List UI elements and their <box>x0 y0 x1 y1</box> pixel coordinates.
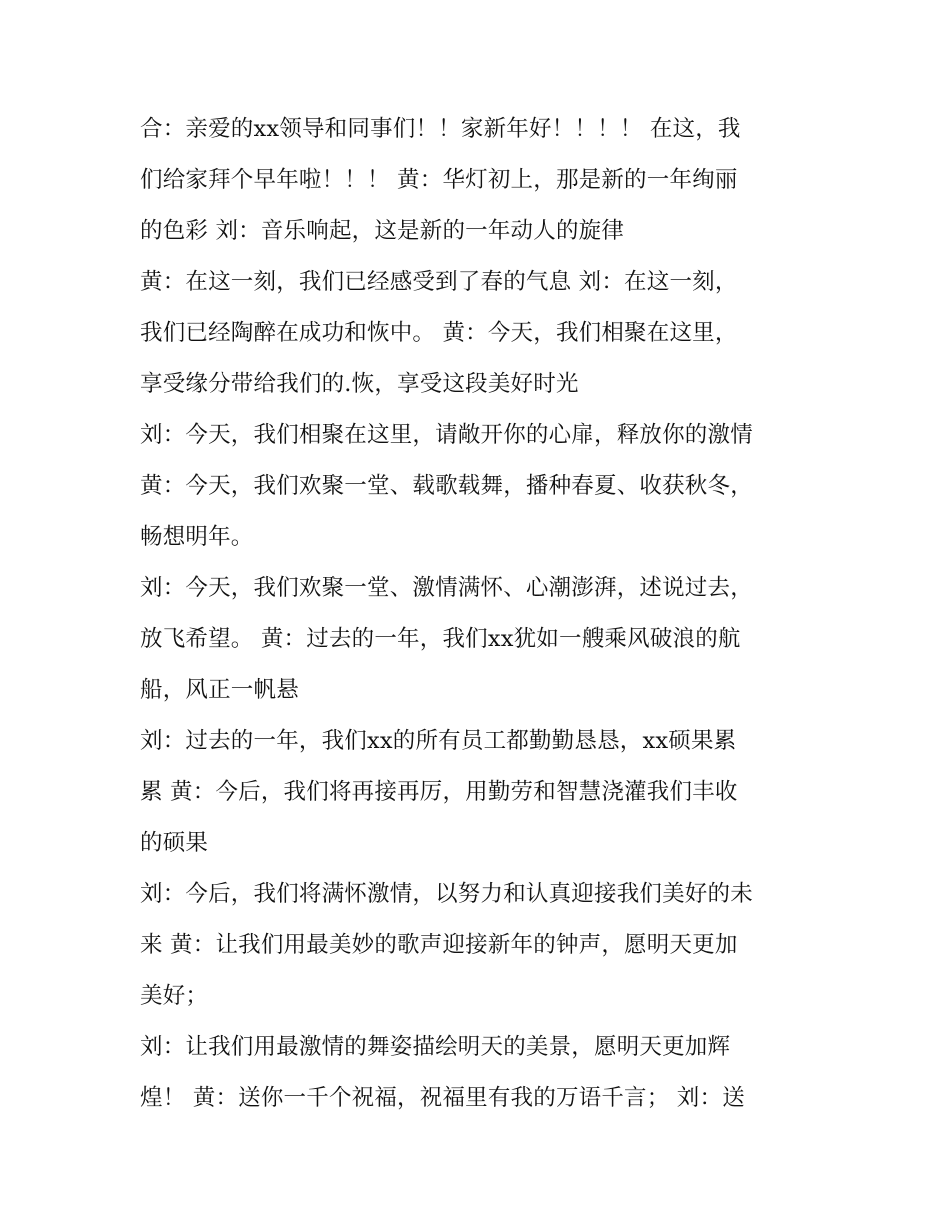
text-line: 刘：今后，我们将满怀激情，以努力和认真迎接我们美好的未 <box>140 881 753 907</box>
text-line: 我们已经陶醉在成功和恢中。 黄：今天，我们相聚在这里， <box>140 320 738 346</box>
text-line: 船，风正一帆悬 <box>140 677 299 703</box>
text-line: 美好； <box>140 983 209 1009</box>
text-line: 放飞希望。 黄：过去的一年，我们xx犹如一艘乘风破浪的航 <box>140 626 741 652</box>
text-line: 刘：过去的一年，我们xx的所有员工都勤勤恳恳，xx硕果累 <box>140 728 737 754</box>
text-line: 黄：今天，我们欢聚一堂、载歌载舞，播种春夏、收获秋冬， <box>140 473 753 499</box>
text-line: 畅想明年。 <box>140 524 254 550</box>
text-line: 们给家拜个早年啦！！！ 黄：华灯初上，那是新的一年绚丽 <box>140 167 738 193</box>
text-line: 的色彩 刘：音乐响起，这是新的一年动人的旋律 <box>140 218 625 244</box>
text-line: 的硕果 <box>140 830 209 856</box>
text-line: 享受缘分带给我们的.恢，享受这段美好时光 <box>140 371 579 397</box>
document-body <box>140 104 820 1124</box>
text-line: 来 黄：让我们用最美妙的歌声迎接新年的钟声，愿明天更加 <box>140 932 738 958</box>
text-line: 合：亲爱的xx领导和同事们！！家新年好！！！！ 在这，我 <box>140 116 741 142</box>
text-line: 煌！ 黄：送你一千个祝福，祝福里有我的万语千言； 刘：送 <box>140 1085 745 1111</box>
text-line: 累 黄：今后，我们将再接再厉，用勤劳和智慧浇灌我们丰收 <box>140 779 738 805</box>
text-line: 刘：让我们用最激情的舞姿描绘明天的美景，愿明天更加辉 <box>140 1034 731 1060</box>
text-line: 刘：今天，我们相聚在这里，请敞开你的心扉，释放你的激情 <box>140 422 753 448</box>
text-line: 黄：在这一刻，我们已经感受到了春的气息 刘：在这一刻， <box>140 269 738 295</box>
text-line: 刘：今天，我们欢聚一堂、激情满怀、心潮澎湃，述说过去， <box>140 575 753 601</box>
